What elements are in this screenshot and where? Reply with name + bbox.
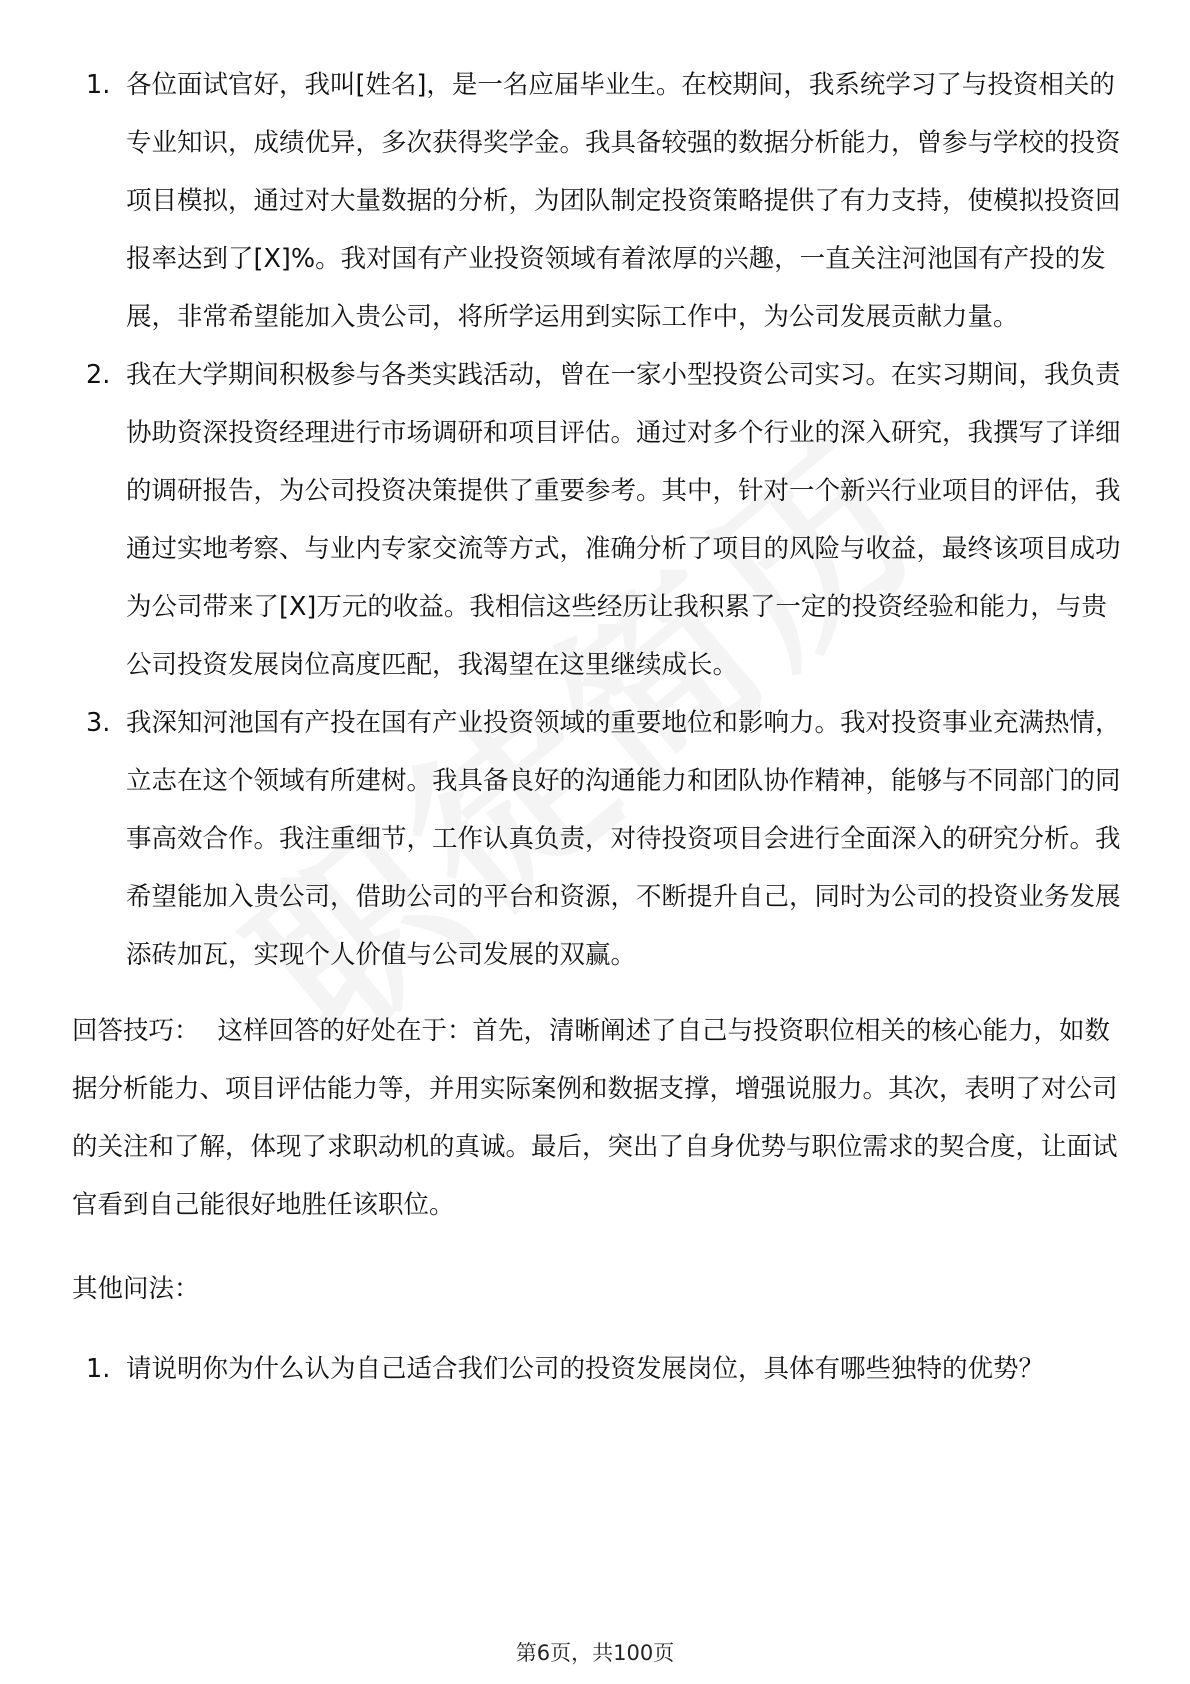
other-question-text: 请说明你为什么认为自己适合我们公司的投资发展岗位，具体有哪些独特的优势？ [126,1354,1045,1384]
answer-item-3 [72,694,1122,984]
answer-text: 各位面试官好，我叫[姓名]，是一名应届毕业生。在校期间，我系统学习了与投资相关的专业知识，成绩优异，多次获得奖学金。我具备较强的数据分析能力，曾参与学校的投资项目模拟，通过对大量数据的分析，为团队制定投资策略提供了有力支持，使模拟投资回报率达到了[X]%。我对国有产业投资领域有着浓厚的兴趣，一直关注河池国有产投的发展，非常希望能加入贵公司，将所学运用到实际工作中，为公司发展贡献力量。 [126,70,1121,332]
tips-text: 这样回答的好处在于：首先，清晰阐述了自己与投资职位相关的核心能力，如数据分析能力、项目评估能力等，并用实际案例和数据支撑，增强说服力。其次，表明了对公司的关注和了解，体现了求职动机的真诚。最后，突出了自身优势与职位需求的契合度，让面试官看到自己能很好地胜任该职位。 [72,1016,1118,1220]
list-number: 2. [86,360,111,390]
tips-label: 回答技巧： [72,1016,200,1046]
other-questions-heading: 其他问法： [72,1274,200,1304]
answer-text: 我深知河池国有产投在国有产业投资领域的重要地位和影响力。我对投资事业充满热情，立志在这个领域有所建树。我具备良好的沟通能力和团队协作精神，能够与不同部门的同事高效合作。我注重细节，工作认真负责，对待投资项目会进行全面深入的研究分析。我希望能加入贵公司，借助公司的平台和资源，不断提升自己，同时为公司的投资业务发展添砖加瓦，实现个人价值与公司发展的双赢。 [126,708,1121,970]
answer-list [72,56,1122,984]
list-number: 1. [86,1354,111,1384]
list-number: 3. [86,708,111,738]
list-number: 1. [86,70,111,100]
answer-item-1 [72,56,1122,346]
answer-tips [72,1002,1122,1234]
answer-item-2 [72,346,1122,694]
other-questions-list [72,1340,1122,1398]
document-body [72,56,1122,1398]
other-question-item-1 [72,1340,1122,1398]
page-number-footer: 第6页，共100页 [515,1641,675,1665]
answer-text: 我在大学期间积极参与各类实践活动，曾在一家小型投资公司实习。在实习期间，我负责协助资深投资经理进行市场调研和项目评估。通过对多个行业的深入研究，我撰写了详细的调研报告，为公司投资决策提供了重要参考。其中，针对一个新兴行业项目的评估，我通过实地考察、与业内专家交流等方式，准确分析了项目的风险与收益，最终该项目成功为公司带来了[X]万元的收益。我相信这些经历让我积累了一定的投资经验和能力，与贵公司投资发展岗位高度匹配，我渴望在这里继续成长。 [126,360,1121,680]
